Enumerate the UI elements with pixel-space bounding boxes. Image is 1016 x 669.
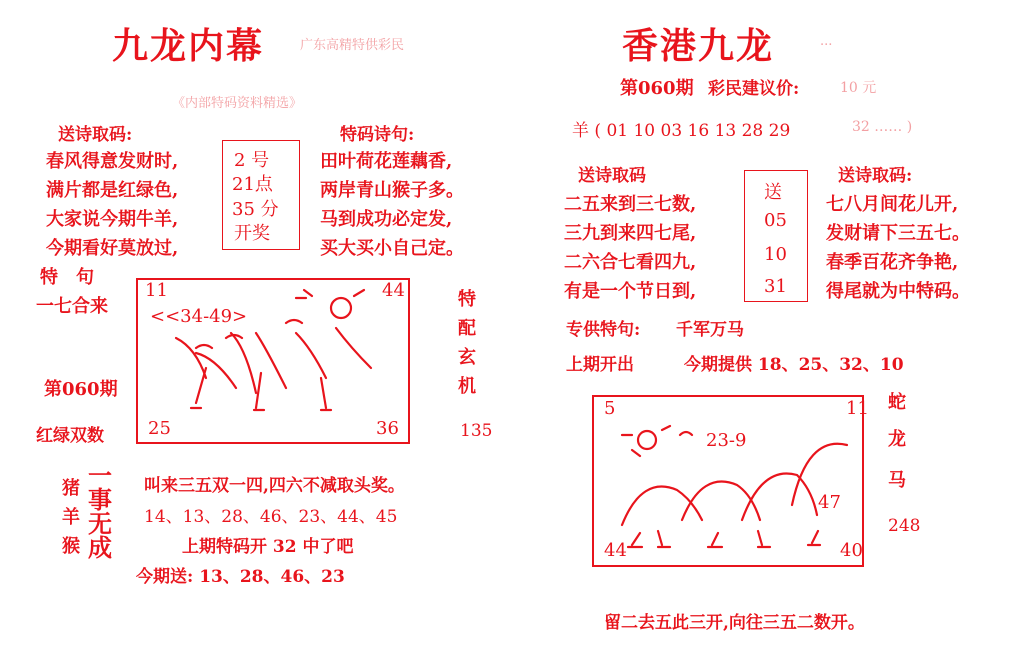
- side-char: 蛇: [888, 392, 906, 413]
- left-special-phrase: 一七合来: [36, 296, 108, 317]
- box-number: 31: [764, 276, 787, 297]
- time-line: 35 分: [232, 199, 279, 220]
- right-drawing-label-bl: 44: [604, 540, 627, 561]
- left-last-issue: 上期特码开 32 中了吧: [182, 537, 354, 557]
- right-last-label: 上期开出: [566, 355, 634, 375]
- side-char: 马: [888, 470, 906, 491]
- left-drawing-label-tl: 11: [145, 280, 168, 301]
- poem-line: 二六合七看四九,: [564, 252, 697, 273]
- right-drawing-label-tl: 5: [604, 398, 616, 419]
- big-char: 一: [88, 461, 112, 490]
- right-special-label: 专供特句:: [566, 320, 641, 340]
- animal: 猴: [62, 536, 80, 557]
- side-char: 配: [458, 318, 476, 339]
- left-red-green: 红绿双数: [36, 426, 104, 446]
- big-char: 成: [88, 533, 112, 562]
- right-poem-header-left: 送诗取码: [578, 166, 646, 186]
- poem-line: 得尾就为中特码。: [826, 281, 970, 302]
- left-doodle-sketch: [136, 278, 410, 444]
- poem-line: 二五来到三七数,: [564, 194, 697, 215]
- right-issue: 第060期: [620, 78, 694, 99]
- left-side-number: 135: [460, 421, 493, 441]
- side-char: 龙: [888, 429, 906, 450]
- left-poem-header-left: 送诗取码:: [58, 125, 133, 145]
- poem-line: 买大买小自己定。: [320, 238, 464, 259]
- left-issue: 第060期: [44, 379, 118, 400]
- box-number: 送: [764, 182, 782, 203]
- left-poem-header-right: 特码诗句:: [340, 125, 415, 145]
- poem-line: 三九到来四七尾,: [564, 223, 697, 244]
- poem-line: 有是一个节日到,: [564, 281, 697, 302]
- right-drawing-label-br: 40: [840, 540, 863, 561]
- right-sheep-faint: 32 …… ): [852, 119, 913, 135]
- box-number: 05: [764, 210, 787, 231]
- right-title: 香港九龙: [622, 25, 775, 67]
- side-char: 特: [458, 289, 476, 310]
- left-today: 今期送: 13、28、46、23: [136, 567, 345, 587]
- big-char: 事: [88, 485, 112, 514]
- right-drawing-label-tr: 11: [846, 398, 869, 419]
- poem-line: 两岸青山猴子多。: [320, 180, 464, 201]
- left-drawing-label-center: <<34-49>: [150, 306, 248, 327]
- right-suggest-faint: 10 元: [840, 80, 877, 96]
- poem-line: 今期看好莫放过,: [46, 238, 179, 259]
- poem-line: 春风得意发财时,: [46, 151, 179, 172]
- poem-line: 满片都是红绿色,: [46, 180, 179, 201]
- poem-line: 田叶荷花莲藕香,: [320, 151, 453, 172]
- right-footer: 留二去五此三开,向往三五二数开。: [604, 613, 865, 633]
- right-suggest: 彩民建议价:: [708, 79, 800, 99]
- time-line: 2 号: [234, 150, 270, 171]
- right-drawing-label-center: 23-9: [706, 430, 747, 451]
- right-side-number: 248: [888, 516, 921, 536]
- right-poem-header-right: 送诗取码:: [838, 166, 913, 186]
- poem-line: 马到成功必定发,: [320, 209, 453, 230]
- big-char: 无: [88, 509, 112, 538]
- left-drawing-label-br: 36: [376, 418, 399, 439]
- right-doodle-sketch: [592, 395, 864, 567]
- right-sheep-line: 羊 ( 01 10 03 16 13 28 29: [572, 121, 791, 141]
- left-title-faint: 广东高精特供彩民: [300, 38, 405, 53]
- time-line: 开奖: [234, 223, 270, 244]
- poem-line: 七八月间花儿开,: [826, 194, 959, 215]
- left-numbers: 14、13、28、46、23、44、45: [144, 507, 398, 527]
- time-line: 21点: [232, 174, 273, 195]
- poem-line: 春季百花齐争艳,: [826, 252, 959, 273]
- left-title: 九龙内幕: [112, 25, 265, 67]
- poem-line: 发财请下三五七。: [826, 223, 970, 244]
- left-drawing-label-bl: 25: [148, 418, 171, 439]
- side-char: 机: [458, 376, 476, 397]
- left-desc: 叫来三五双一四,四六不减取头奖。: [144, 476, 405, 496]
- poem-line: 大家说今期牛羊,: [46, 209, 179, 230]
- left-special-title: 特 句: [40, 267, 94, 288]
- animal: 羊: [62, 507, 80, 528]
- side-char: 玄: [458, 347, 476, 368]
- right-drawing-label-mid: 47: [818, 492, 841, 513]
- animal: 猪: [62, 478, 80, 499]
- left-drawing-label-tr: 44: [382, 280, 405, 301]
- left-subtitle-faint: 《内部特码资料精选》: [172, 96, 303, 111]
- right-special-phrase: 千军万马: [676, 320, 744, 340]
- box-number: 10: [764, 244, 787, 265]
- right-provide: 今期提供 18、25、32、10: [684, 355, 904, 375]
- right-title-faint: ...: [820, 34, 833, 49]
